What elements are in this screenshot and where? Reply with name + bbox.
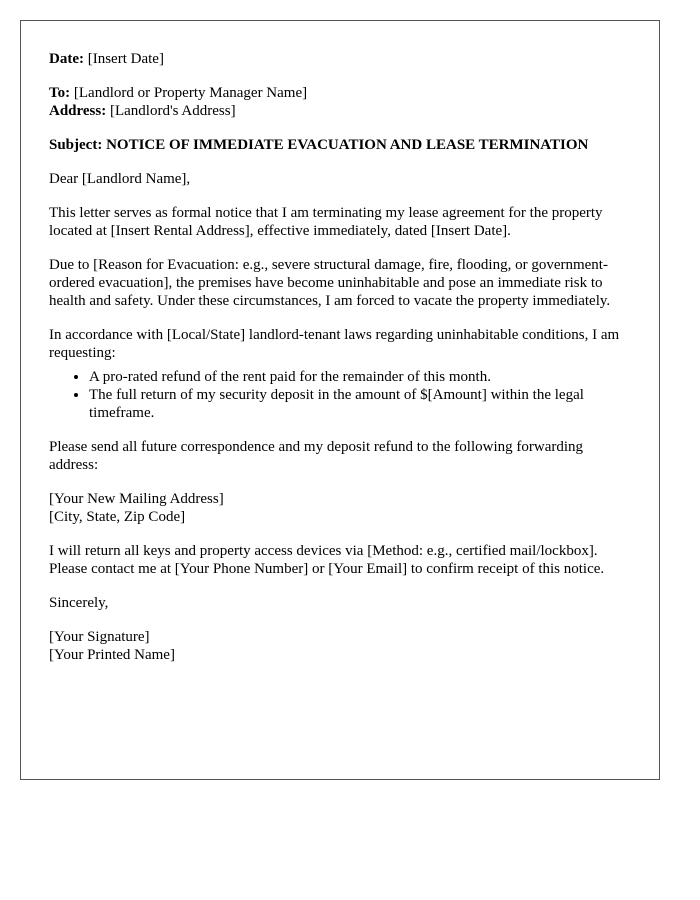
signature: [Your Signature] — [49, 629, 150, 645]
subject-label: Subject: — [49, 137, 103, 153]
date-label: Date: — [49, 51, 84, 67]
paragraph-termination-notice: This letter serves as formal notice that I am terminating my lease agreement for the property located at [Insert Rental Address], effective immediately, dated [Insert Date]. — [49, 205, 603, 239]
paragraph-requests-intro: In accordance with [Local/State] landlord-tenant laws regarding uninhabitable conditions, I am requesting: — [49, 327, 620, 361]
subject-line — [49, 136, 631, 154]
request-item-security-deposit: • The full return of my security deposit in the amount of $[Amount] within the legal timeframe. — [89, 386, 631, 422]
date-value: [Insert Date] — [87, 51, 164, 67]
forwarding-address — [49, 490, 631, 526]
subject-value: NOTICE OF IMMEDIATE EVACUATION AND LEASE TERMINATION — [106, 137, 589, 153]
letter-document — [20, 20, 660, 780]
signature-block — [49, 628, 631, 664]
address-label: Address: — [49, 103, 107, 119]
salutation: Dear [Landlord Name], — [49, 171, 191, 187]
date-line — [49, 50, 631, 68]
recipient-block — [49, 84, 631, 120]
address-value: [Landlord's Address] — [109, 103, 236, 119]
paragraph-forwarding-intro: Please send all future correspondence and my deposit refund to the following forwarding address: — [49, 439, 584, 473]
printed-name: [Your Printed Name] — [49, 647, 175, 663]
request-item-rent-refund: • A pro-rated refund of the rent paid for the remainder of this month. — [89, 368, 631, 386]
to-value: [Landlord or Property Manager Name] — [73, 85, 308, 101]
sign-off: Sincerely, — [49, 595, 109, 611]
forwarding-address-line-1: [Your New Mailing Address] — [49, 491, 224, 507]
to-label: To: — [49, 85, 71, 101]
forwarding-address-line-2: [City, State, Zip Code] — [49, 509, 186, 525]
paragraph-keys-return: I will return all keys and property access devices via [Method: e.g., certified mail/lockbox]. Please contact me at [Your Phone Number] or [Your Email] to confirm receipt of this notice. — [49, 543, 605, 577]
paragraph-evacuation-reason: Due to [Reason for Evacuation: e.g., severe structural damage, fire, flooding, or government-ordered evacuation], the premises have become uninhabitable and pose an immediate risk to health and safety. Under these circumstances, I am forced to vacate the property immediately. — [49, 257, 611, 309]
request-list — [49, 368, 631, 422]
